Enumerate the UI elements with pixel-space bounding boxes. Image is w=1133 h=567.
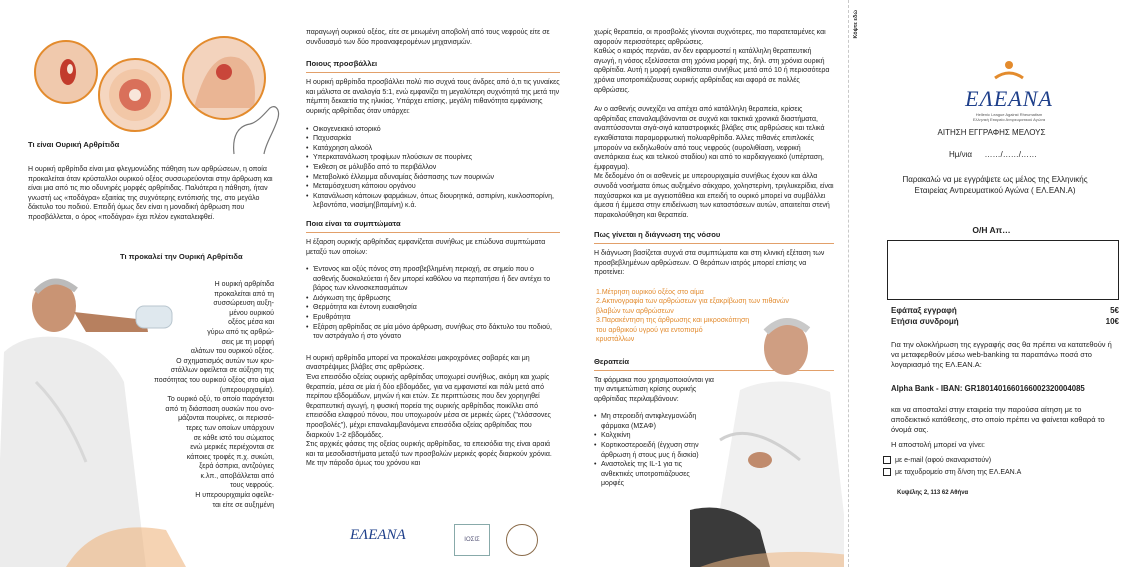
option-post-label: με ταχυδρομείο στη δ/νση της ΕΛ.ΕΑΝ.Α: [895, 468, 1022, 476]
diagnostic-test-item: του αρθρικού υγρού για εντοπισμό: [596, 326, 703, 334]
payment-note: Για την ολοκλήρωση της εγγραφής σας θα πρέπει να κατατεθούν ή να μεταφερθούν μέσω web-banking τα παραπάνω ποσά στο λογαριασμό της ΕΛ.ΕΑΝ.Α:: [891, 340, 1112, 369]
risk-factor-item: • Παχυσαρκία: [306, 134, 560, 144]
section-heading-treatment: Θεραπεία: [594, 357, 834, 371]
diagnostic-test-item: 3.Παρακέντηση της άρθρωσης και μικροσκόπηση: [596, 317, 750, 325]
causes-text-line: από τη διάσπαση ουσιών που ονο-: [165, 405, 274, 413]
option-email[interactable]: [883, 456, 991, 464]
eleana-footer-logo-text: ΕΛΕΑΝΑ: [350, 527, 406, 543]
diagnostic-test-item: 1.Μέτρηση ουρικού οξέος στο αίμα: [596, 289, 704, 297]
fee-annual-value: 10€: [1105, 317, 1119, 326]
causes-text-line: ενώ μερικές περιέχονται σε: [190, 444, 274, 452]
fee-annual-label: Ετήσια συνδρομή: [891, 317, 959, 326]
footer-logos: [350, 522, 575, 562]
section-heading-causes: Τι προκαλεί την Ουρική Αρθρίτιδα: [120, 252, 243, 261]
causes-text-line: τερες των οποίων υπάρχουν: [185, 424, 274, 432]
causes-text-line: τους νεφρούς.: [230, 482, 274, 490]
diagnostic-test-item: 2.Ακτινογραφία των αρθρώσεων για εξακρίβωση των πιθανών: [596, 298, 789, 306]
complications-text: Αν ο ασθενής συνεχίζει να απέχει από κατάλληλη θεραπεία, κρίσεις αρθρίτιδας επαναλαμβάνονται σε συχνά και τακτικά χρονικά διαστήματα, αναπτύσσονται σιγά-σιγά καταστροφικές βλάβες στις αρθρώσεις και τελικά εγκαθίσταται παραμορφωτική πολυαρθρίτιδα. Άλλες πιθανές επιπλοκές μπορούν να εκδηλωθούν από τους νεφρούς (ουρολιθίαση, νεφρική ανεπάρκεια έως και τελικού σταδίου) και από το καρδιαγγειακό (υπέρταση, έμφραγμα).: [594, 106, 825, 171]
causes-text-line: (υπερουριχαιμία).: [219, 386, 274, 394]
risk-factor-item: • Οικογενειακό ιστορικό: [306, 125, 560, 135]
panel-intro: [0, 0, 286, 567]
causes-text-line: ποσότητας του ουρικού οξέος στο αίμα: [154, 376, 274, 384]
risk-factor-item: • Κατανάλωση κάποιων φαρμάκων, όπως διουρητικά, ασπιρίνη, κυκλοσπορίνη, λεβοντόπα, νιασίμη(βιταμίνη) κ.ά.: [306, 192, 560, 211]
fees: [891, 306, 1119, 326]
causes-text-line: Η ουρική αρθρίτιδα: [214, 281, 274, 288]
early-phase-text: Στις αρχικές φάσεις της οξείας ουρικής αρθρίτιδας, τα επεισόδια της είναι αραιά και τα μεσοδιαστήματα μεταξύ των προσβολών μερικές φορές διαρκούν χρόνια. Με την πάροδο όμως του χρόνου και: [306, 441, 552, 468]
causes-text-line: στάλλων οφείλεται σε αύξηση της: [170, 367, 274, 375]
diagnostic-test-item: κρυστάλλων: [596, 336, 635, 344]
option-email-label: με e-mail (αφού σκαναριστούν): [895, 456, 992, 464]
eleana-logo-subtitle: Ελληνική Εταιρεία Αντιρευματικού Αγώνα: [972, 117, 1046, 122]
eleana-logo-text: ΕΛΕΑΝΑ: [965, 86, 1053, 111]
causes-text-line: ξερά όσπρια, αντζούγιες: [199, 463, 274, 471]
episode-text: Ένα επεισόδιο οξείας ουρικής αρθρίτιδας υποχωρεί συνήθως, ακόμη και χωρίς θεραπεία, μέσα σε μία ή δύο εβδομάδες, για να εμφανιστεί και πάλι μετά από περίπου εβδομάδων, μηνών ή και ετών. Σε περιπτώσεις που δεν χορηγηθεί θεραπευτική αγωγή, η φυσική πορεία της ουρικής αρθρίτιδας ποικίλλει από επεισόδια ελαφρού πόνου, που υποχωρούν μέσα σε μερικές ώρες ("ελάσσονες προσβολές"), μέχρι επαναλαμβανόμενα επεισόδια οξείας αρθρίτιδας που διαρκούν 1-2 εβδομάδες.: [306, 374, 551, 439]
form-title: ΑΙΤΗΣΗ ΕΓΓΡΑΦΗΣ ΜΕΛΟΥΣ: [937, 128, 1046, 137]
panel-membership-form: [848, 0, 1133, 567]
man-tying-shoe-photo: [690, 310, 844, 567]
applicant-details-box[interactable]: [887, 240, 1119, 300]
causes-text-line: σε κάθε ιστό του σώματος: [193, 434, 274, 442]
causes-text-line: κ.λπ., αποβάλλεται από: [200, 472, 274, 480]
causes-text-line: Το ουρικό οξύ, το οποίο παράγεται: [167, 396, 274, 404]
panel-diagnosis-treatment: [580, 0, 844, 567]
date-row: [949, 150, 1037, 159]
symptom-item: • Έντονος και οξύς πόνος στη προσβεβλημένη περιοχή, σε σημείο που ο ασθενής δυσκολεύεται ή δεν μπορεί καθόλου να περπατήσει ή δεν αντέχει το βάρος των κλινοσκεπασμάτων: [306, 265, 560, 294]
causes-text-line: προκαλείται από τη: [214, 290, 274, 298]
causes-text-line: οξέος μέσα και: [228, 319, 274, 327]
diagnosis-text: Η διάγνωση βασίζεται συχνά στα συμπτώματα και στη κλινική εξέταση των προσβεβλημένων αρθρώσεων. Ο θεράπων ιατρός μπορεί επίσης να προτείνει:: [594, 250, 825, 277]
causes-text-line: Η υπερουριχαιμία οφείλε-: [195, 492, 274, 500]
date-field[interactable]: ……/……/……: [984, 150, 1037, 159]
treatment-item: • Μη στεροειδή αντιφλεγμονώδη φάρμακα (ΜΣΑΦ): [594, 412, 706, 431]
eleana-logo: [949, 60, 1069, 122]
chronic-intro-text: χωρίς θεραπεία, οι προσβολές γίνονται συχνότερες, πιο παρατεταμένες και αφορούν περισσότερες αρθρώσεις.: [594, 29, 826, 46]
fold-label: Κόψτε εδώ: [853, 10, 859, 39]
risk-factor-item: • Έκθεση σε μόλυβδο από το περιβάλλον: [306, 163, 560, 173]
university-seal: [506, 524, 538, 556]
panel-who-symptoms: [292, 0, 574, 567]
risk-factor-item: • Μεταβολικό έλλειμμα αδυναμίας διάσπασης των πουρινών: [306, 173, 560, 183]
what-is-gout-text: Η ουρική αρθρίτιδα είναι μια φλεγμονώδης πάθηση των αρθρώσεων, η οποία προκαλείται όταν κρύσταλλοι ουρικού οξέος συσσωρεύονται στην άρθρωση και είναι μια από τις πιο οδυνηρές μορφές αρθρίτιδας. Παλιότερα η πάθηση, ήταν γνωστή ως «ποδάγρα» εξαιτίας της συχνότερης εντόπισής της, στο μεγάλο δάκτυλο του ποδιού. Επειδή όμως δεν είναι η μοναδική άρθρωση που προσβάλλεται, ο όρος «ποδάγρα» έχει πλέον εγκαταλειφθεί.: [28, 166, 273, 221]
causes-text: [100, 280, 274, 510]
section-heading-symptoms: Ποια είναι τα συμπτώματα: [306, 219, 560, 233]
send-instructions: και να αποσταλεί στην εταιρεία την παρούσα αίτηση με το αποδεικτικό κατάθεσης, στο οποίο πρέπει να φαίνεται καθαρά το όνομά σας.: [891, 405, 1105, 434]
treatment-item: • Κολχικίνη: [594, 431, 706, 441]
symptoms-list: [306, 265, 560, 342]
chronic-text: Καθώς ο καιρός περνάει, αν δεν εφαρμοστεί η κατάλληλη θεραπευτική αγωγή, η νόσος εξελίσσεται στη χρόνια μορφή της, δηλ. στη χρόνια ουρική αρθρίτιδα. Αυτή η μορφή εγκαθίσταται συνήθως μετά από 10 ή περισσότερα χρόνια υποτροπιάζουσας ουρικής αρθρίτιδας και αφορά σε πολλές αρθρώσεις.: [594, 48, 830, 94]
causes-text-line: σεις με τη μορφή: [221, 338, 274, 346]
option-post[interactable]: [883, 468, 1021, 476]
long-term-text: Η ουρική αρθρίτιδα μπορεί να προκαλέσει μακροχρόνιες σοβαρές και μη αναστρέψιμες βλάβες στις αρθρώσεις.: [306, 354, 530, 372]
risk-factor-item: • Μεταμόσχευση κάποιου οργάνου: [306, 182, 560, 192]
risk-factor-list: [306, 125, 560, 211]
eleana-logo-figure-icon: [989, 60, 1029, 86]
email-checkbox[interactable]: [883, 456, 891, 464]
diagnostic-test-item: βλαβών των αρθρώσεων: [596, 307, 674, 315]
symptom-item: • Εξάρση αρθρίτιδας σε μία μόνο άρθρωση, συνήθως στο δάκτυλο του ποδιού, τον αστράγαλο ή στο γόνατο: [306, 323, 560, 342]
section-heading-diagnosis: Πως γίνεται η διάγνωση της νόσου: [594, 230, 834, 244]
membership-request-text: Παρακαλώ να με εγγράψετε ως μέλος της Ελληνικής Εταιρείας Αντιρευματικού Αγώνα ( ΕΛ.ΕΑΝ.Α): [902, 175, 1088, 195]
treatment-item: • Αναστολείς της IL-1 για τις ανθεκτικές υποτροπιάζουσες μορφές: [594, 460, 706, 489]
fee-row-annual: [891, 317, 1119, 326]
send-options-label: Η αποστολή μπορεί να γίνει:: [891, 440, 985, 449]
risk-factor-item: • Κατάχρηση αλκοόλ: [306, 144, 560, 154]
panel2-intro-text: παραγωγή ουρικού οξέος, είτε σε μειωμένη αποβολή από τους νεφρούς είτε σε συνδυασμό των δύο προαναφερομένων μηχανισμών.: [306, 29, 550, 46]
post-checkbox[interactable]: [883, 468, 891, 476]
comorbidities-text: Με δεδομένο ότι οι ασθενείς με υπερουριχαιμία συνήθως έχουν και άλλα συνοδά νοσήματα όπως αυξημένο σάκχαρο, χοληστερίνη, τριγλυκερίδια, είναι παχύσαρκοι και με αγγειοπάθεια και επειδή το ουρικό μπορεί να συμβάλλει άμεσα ή έμμεσα στην επιδείνωση των καταστάσεων αυτών, απαιτείται στενή παρακολούθηση και θεραπεία.: [594, 173, 834, 219]
fee-row-registration: [891, 306, 1119, 315]
gout-illustration-2: [98, 58, 172, 132]
fee-registration-value: 5€: [1110, 306, 1119, 315]
causes-text-line: Ο σχηματισμός αυτών των κρυ-: [176, 357, 274, 365]
address-text: Κυψέλης 2, 113 62 Αθήνα: [897, 490, 969, 496]
treatment-text: Τα φάρμακα που χρησιμοποιούνται για την αντιμετώπιση κρίσης ουρικής αρθρίτιδας περιλαμβάνουν:: [594, 376, 714, 403]
applicant-label: Ο/Η Απ…: [972, 225, 1011, 235]
iosis-logo: [454, 524, 490, 556]
section-heading-who: Ποιους προσβάλλει: [306, 59, 560, 73]
eleana-footer-logo: [350, 526, 430, 544]
iban-text: Alpha Bank - IBAN: GR1801401660166002320004085: [891, 384, 1085, 393]
who-text: Η ουρική αρθρίτιδα προσβάλλει πολύ πιο συχνά τους άνδρες από ό,τι τις γυναίκες και μάλιστα σε αναλογία 5:1, ενώ εμφανίζει τη μεγαλύτερη συχνότητά της μετά την πέμπτη δεκαετία της ηλικίας. Υπάρχει επίσης, μεγάλη πιθανότητα εμφάνισης ουρικής αρθρίτιδας όταν υπάρχει:: [306, 79, 560, 115]
causes-text-line: συσσώρευση αυξη-: [213, 300, 274, 308]
causes-text-line: μένου ουρικού: [229, 309, 274, 317]
section-heading-what-is-gout: Τι είναι Ουρική Αρθρίτιδα: [28, 140, 120, 149]
symptom-item: • Ερυθρότητα: [306, 313, 560, 323]
eleana-logo-subtitle-en: Hellenic League Against Rheumatism: [975, 112, 1043, 117]
risk-factor-item: • Υπερκατανάλωση τροφίμων πλούσιων σε πουρίνες: [306, 153, 560, 163]
causes-text-line: γύρω από τις αρθρώ-: [207, 328, 274, 336]
causes-text-line: ται είτε σε αυξημένη: [212, 501, 274, 509]
gout-illustration-1: [34, 40, 98, 104]
symptoms-text: Η έξαρση ουρικής αρθρίτιδας εμφανίζεται συνήθως με επώδυνα συμπτώματα μεταξύ των οποίων:: [306, 238, 546, 256]
treatment-item: • Κορτικοστεροειδή (έγχυση στην άρθρωση ή στους μυς ή δισκία): [594, 441, 706, 460]
symptom-item: • Θερμότητα και έντονη ευαισθησία: [306, 303, 560, 313]
iosis-logo-text: ΙΟΣΙΣ: [464, 537, 480, 543]
causes-text-line: κάποιες τροφές π.χ. συκώτι,: [186, 453, 274, 461]
causes-text-line: αλάτων του ουρικού οξέος.: [190, 348, 274, 356]
fee-registration-label: Εφάπαξ εγγραφή: [891, 306, 957, 315]
date-label: Ημ/νια: [949, 150, 973, 159]
causes-text-line: μάζονται πουρίνες, οι περισσό-: [178, 415, 274, 423]
symptom-item: • Διόγκωση της άρθρωσης: [306, 294, 560, 304]
